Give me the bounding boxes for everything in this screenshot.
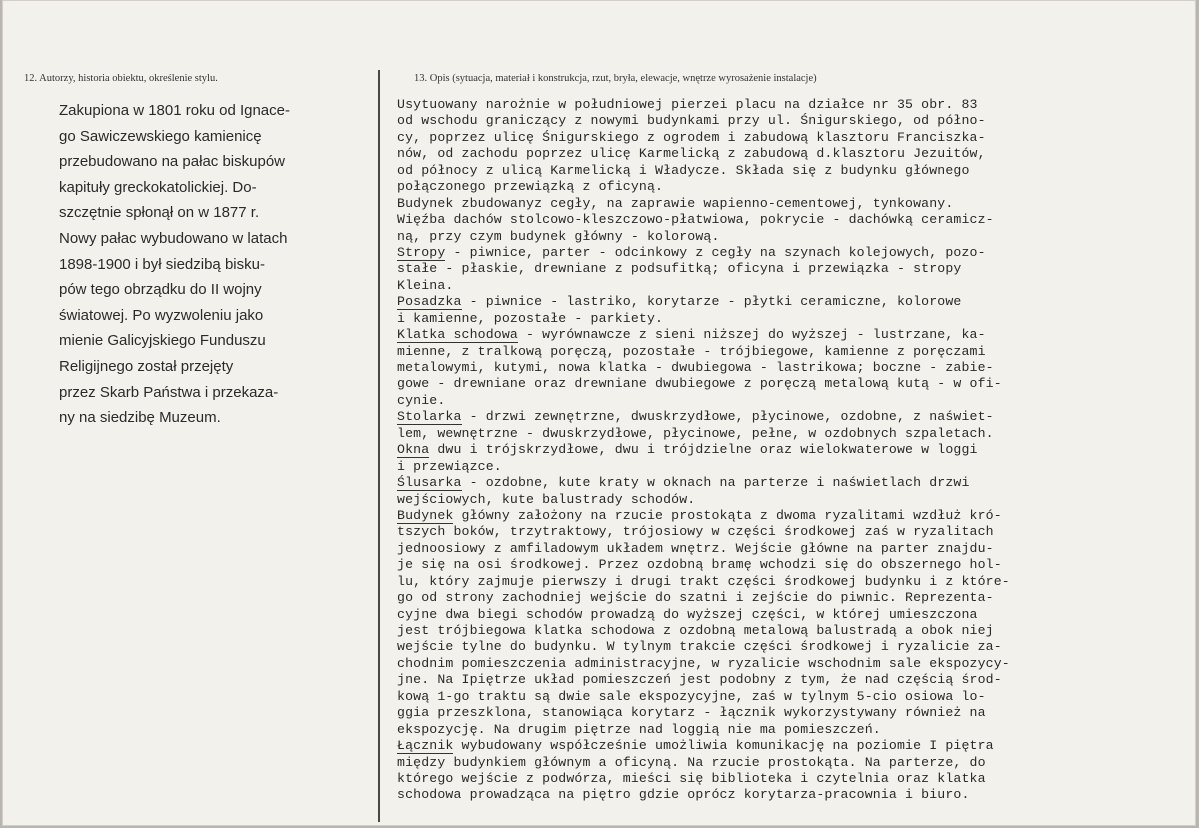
section-13-header: 13. Opis (sytuacja, materiał i konstrukcja, rzut, bryła, elewacje, wnętrze wyrosażenie instalacje): [414, 73, 817, 84]
history-line: ny na siedzibę Muzeum.: [59, 409, 221, 427]
description-line: [397, 196, 1187, 212]
description-line-text: jednoosiowy z amfiladowym układem wnętrz. Wejście główne na parter znajdu-: [397, 540, 994, 556]
description-line: [397, 541, 1187, 557]
description-line-text: chodnim pomieszczenia administracyjne, w ryzalicie wschodnim sale ekspozycy-: [397, 655, 1010, 671]
description-line: [397, 557, 1187, 573]
description-line: [397, 426, 1187, 442]
description-line-text: ekspozycję. Na drugim piętrze nad loggią nie ma pomieszczeń.: [397, 721, 881, 737]
description-line: [397, 344, 1187, 360]
description-line: [397, 607, 1187, 623]
description-line-text: wybudowany współcześnie umożliwia komunikację na poziomie I piętra: [453, 738, 994, 754]
section-keyword: Łącznik: [397, 738, 454, 754]
history-line: szczętnie spłonął on w 1877 r.: [59, 204, 260, 222]
section-keyword: Ślusarka: [397, 475, 462, 491]
history-line: mienie Galicyjskiego Funduszu: [59, 332, 266, 350]
description-line: [397, 475, 1187, 491]
history-line: przebudowano na pałac biskupów: [59, 153, 285, 171]
history-line: przez Skarb Państwa i przekaza-: [59, 383, 279, 401]
description-line-text: ną, przy czym budynek główny - kolorową.: [397, 228, 720, 244]
description-line-text: metalowymi, kutymi, nowa klatka - dwubiegowa - lastrikowa; boczne - zabie-: [397, 360, 994, 375]
description-line: [397, 261, 1187, 277]
description-line-text: wejściowych, kute balustrady schodów.: [397, 491, 696, 507]
description-line-text: od wschodu graniczący z nowymi budynkami przy ul. Śnigurskiego, od półno-: [397, 113, 986, 129]
section-keyword: Budynek: [397, 507, 454, 523]
description-line-text: między budynkiem głównym a oficyną. Na rzucie prostokąta. Na parterze, do: [397, 754, 986, 770]
history-line: światowej. Po wyzwoleniu jako: [59, 306, 264, 324]
description-line: [397, 360, 1187, 376]
description-line-text: je się na osi środkowej. Przez ozdobną bramę wchodzi się do obszernego hol-: [397, 557, 1002, 573]
description-line: [397, 689, 1187, 705]
description-line: [397, 508, 1187, 524]
description-line-text: - piwnice, parter - odcinkowy z cegły na szynach kolejowych, pozo-: [445, 244, 986, 260]
description-line: [397, 722, 1187, 738]
description-line-text: dwu i trójskrzydłowe, dwu i trójdzielne oraz wielokwaterowe w loggi: [429, 442, 978, 458]
description-line: [397, 771, 1187, 787]
description-line-text: główny założony na rzucie prostokąta z dwoma ryzalitami wzdłuż kró-: [453, 507, 1002, 523]
history-line: Religijnego został przejęty: [59, 357, 234, 375]
description-line-text: stałe - płaskie, drewniane z podsufitką; oficyna i przewiązka - stropy: [397, 261, 962, 277]
description-line: [397, 393, 1187, 409]
description-line-text: mienne, z tralkową poręczą, pozostałe - trójbiegowe, kamienne z poręczami: [397, 343, 986, 359]
description-line-text: gowe - drewniane oraz drewniane dwubiegowe z poręczą metalową kutą - w ofi-: [397, 376, 1002, 392]
description-line-text: Budynek zbudowanyz cegły, na zaprawie wapienno-cementowej, tynkowany.: [397, 195, 954, 211]
description-line: [397, 755, 1187, 771]
description-line: [397, 738, 1187, 754]
description-line-text: którego wejście z podwórza, mieści się biblioteka i czytelnia oraz klatka: [397, 770, 986, 786]
section-keyword: Stropy: [397, 244, 446, 260]
description-line-text: - ozdobne, kute kraty w oknach na parterze i naświetlach drzwi: [461, 475, 970, 491]
description-line: [397, 639, 1187, 655]
description-line-text: wejście tylne do budynku. W tylnym trakcie części środkowej i ryzalicie za-: [397, 639, 1002, 655]
description-line: [397, 278, 1187, 294]
description-line: [397, 705, 1187, 721]
description-line-text: lem, wewnętrzne - dwuskrzydłowe, płycinowe, pełne, w ozdobnych szpaletach.: [397, 425, 994, 441]
description-line: [397, 623, 1187, 639]
description-line: [397, 327, 1187, 343]
description-line-text: tszych boków, trzytraktowy, trójosiowy w części środkowej zaś w ryzalitach: [397, 524, 994, 540]
description-line-text: Więźba dachów stolcowo-kleszczowo-płatwiowa, pokrycie - dachówką ceramicz-: [397, 212, 994, 228]
description-line-text: - wyrównawcze z sieni niższej do wyższej - lustrzane, ka-: [517, 327, 986, 343]
description-line: [397, 656, 1187, 672]
description-line-text: kową 1-go traktu są dwie sale ekspozycyjne, zaś w tylnym 5-cio osiowa lo-: [397, 688, 986, 704]
description-line: [397, 574, 1187, 590]
description-line: [397, 146, 1187, 162]
description-line-text: jne. Na Ipiętrze układ pomieszczeń jest podobny z tym, że nad częścią środ-: [397, 672, 1002, 688]
description-line-text: schodowa prowadząca na piętro gdzie oprócz korytarza-pracownia i biuro.: [397, 787, 970, 803]
description-line-text: od północy z ulicą Karmelicką i Władycze. Składa się z budynku głównego: [397, 162, 970, 178]
description-line: [397, 376, 1187, 392]
description-line: [397, 492, 1187, 508]
description-line: [397, 163, 1187, 179]
description-line: [397, 787, 1187, 803]
description-line: [397, 409, 1187, 425]
section-keyword: Stolarka: [397, 409, 462, 425]
description-line-text: połączonego przewiązką z oficyną.: [397, 179, 664, 195]
column-divider: [378, 70, 380, 822]
document-sheet: [2, 0, 1196, 826]
description-line: [397, 229, 1187, 245]
history-line: pów tego obrządku do II wojny: [59, 281, 262, 299]
history-text-block: [59, 98, 377, 431]
description-line-text: cynie.: [397, 392, 446, 408]
section-keyword: Posadzka: [397, 294, 462, 310]
description-line: [397, 245, 1187, 261]
description-line: [397, 590, 1187, 606]
description-text-block: [397, 97, 1187, 804]
description-line-text: i kamienne, pozostałe - parkiety.: [397, 310, 664, 326]
section-keyword: Klatka schodowa: [397, 327, 518, 343]
description-line-text: - piwnice - lastriko, korytarze - płytki ceramiczne, kolorowe: [461, 294, 962, 310]
history-line: 1898-1900 i był siedzibą bisku-: [59, 255, 265, 273]
description-line-text: go od strony zachodniej wejście do szatni i zejście do piwnic. Reprezenta-: [397, 590, 994, 606]
description-line-text: jest trójbiegowa klatka schodowa z ozdobną metalową balustradą a obok niej: [397, 623, 994, 638]
description-line: [397, 179, 1187, 195]
description-line-text: cy, poprzez ulicę Śnigurskiego z ogrodem i zabudową klasztoru Franciszka-: [397, 129, 986, 145]
description-line-text: nów, od zachodu poprzez ulicę Karmelicką z zabudową d.klasztoru Jezuitów,: [397, 146, 986, 162]
description-line: [397, 294, 1187, 310]
description-line: [397, 459, 1187, 475]
section-12-header: 12. Autorzy, historia obiektu, określenie stylu.: [24, 73, 218, 84]
description-line: [397, 672, 1187, 688]
description-line-text: lu, który zajmuje pierwszy i drugi trakt części środkowej budynku i z które-: [397, 573, 1010, 589]
description-line-text: Usytuowany narożnie w południowej pierzei placu na działce nr 35 obr. 83: [397, 97, 978, 112]
description-line: [397, 97, 1187, 113]
history-line: Zakupiona w 1801 roku od Ignace-: [59, 102, 290, 119]
description-line: [397, 524, 1187, 540]
description-line-text: cyjne dwa biegi schodów prowadzą do wyższej części, w której umieszczona: [397, 606, 978, 622]
description-line: [397, 311, 1187, 327]
section-keyword: Okna: [397, 442, 430, 458]
history-line: Nowy pałac wybudowano w latach: [59, 229, 288, 247]
description-line: [397, 113, 1187, 129]
description-line-text: Kleina.: [397, 277, 454, 293]
history-line: kapituły greckokatolickiej. Do-: [59, 178, 257, 196]
description-line: [397, 212, 1187, 228]
description-line-text: i przewiązce.: [397, 458, 502, 474]
history-line: go Sawiczewskiego kamienicę: [59, 127, 262, 145]
description-line: [397, 442, 1187, 458]
description-line-text: ggia przeszklona, stanowiąca korytarz - łącznik wykorzystywany również na: [397, 705, 986, 721]
description-line-text: - drzwi zewnętrzne, dwuskrzydłowe, płycinowe, ozdobne, z naświet-: [461, 409, 994, 425]
description-line: [397, 130, 1187, 146]
